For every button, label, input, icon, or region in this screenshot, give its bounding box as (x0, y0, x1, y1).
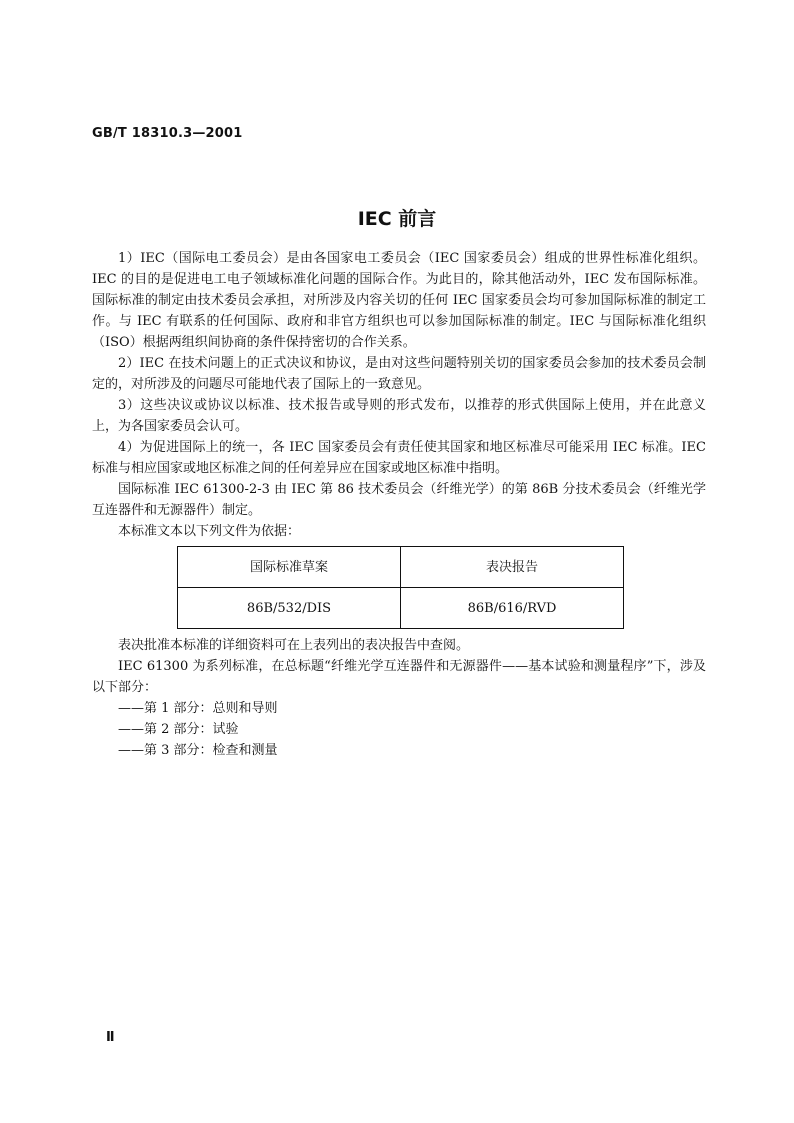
list-item: ——第 1 部分：总则和导则 (118, 701, 278, 716)
table-header-row (178, 547, 624, 588)
paragraph-1: 1）IEC（国际电工委员会）是由各国家电工委员会（IEC 国家委员会）组成的世界性标准化组织。IEC 的目的是促进电工电子领域标准化问题的国际合作。为此目的，除其他活动外，IEC 发布国际标准。国际标准的制定由技术委员会承担，对所涉及内容关切的任何 IEC 国家委员会均可参加国际标准的制定工作。与 IEC 有联系的任何国际、政府和非官方组织也可以参加国际标准的制定。IEC 与国际标准化组织（ISO）根据两组织间协商的条件保持密切的合作关系。 (92, 251, 706, 350)
list-item: ——第 3 部分：检查和测量 (118, 743, 278, 758)
table-row (178, 588, 624, 629)
paragraph-8: IEC 61300 为系列标准，在总标题“纤维光学互连器件和无源器件——基本试验和测量程序”下，涉及以下部分： (92, 659, 706, 695)
table-cell: 86B/616/RVD (401, 588, 624, 629)
page-number: Ⅱ (106, 1030, 115, 1045)
table-header-cell: 国际标准草案 (178, 547, 401, 588)
paragraph-5: 国际标准 IEC 61300-2-3 由 IEC 第 86 技术委员会（纤维光学）的第 86B 分技术委员会（纤维光学互连器件和无源器件）制定。 (92, 482, 706, 518)
table-header-cell: 表决报告 (401, 547, 624, 588)
document-code-header: GB/T 18310.3—2001 (92, 126, 243, 141)
voting-documents-table (177, 546, 624, 629)
list-item: ——第 2 部分：试验 (118, 722, 239, 737)
paragraph-6: 本标准文本以下列文件为依据： (118, 524, 301, 539)
page-title: IEC 前言 (357, 208, 437, 230)
paragraph-2: 2）IEC 在技术问题上的正式决议和协议，是由对这些问题特别关切的国家委员会参加的技术委员会制定的，对所涉及的问题尽可能地代表了国际上的一致意见。 (92, 356, 706, 392)
paragraph-3: 3）这些决议或协议以标准、技术报告或导则的形式发布，以推荐的形式供国际上使用，并在此意义上，为各国家委员会认可。 (92, 398, 706, 434)
foreword-body (92, 248, 706, 761)
table-cell: 86B/532/DIS (178, 588, 401, 629)
paragraph-4: 4）为促进国际上的统一，各 IEC 国家委员会有责任使其国家和地区标准尽可能采用 IEC 标准。IEC 标准与相应国家或地区标准之间的任何差异应在国家或地区标准中指明。 (92, 440, 706, 476)
paragraph-7: 表决批准本标准的详细资料可在上表列出的表决报告中查阅。 (118, 638, 470, 653)
